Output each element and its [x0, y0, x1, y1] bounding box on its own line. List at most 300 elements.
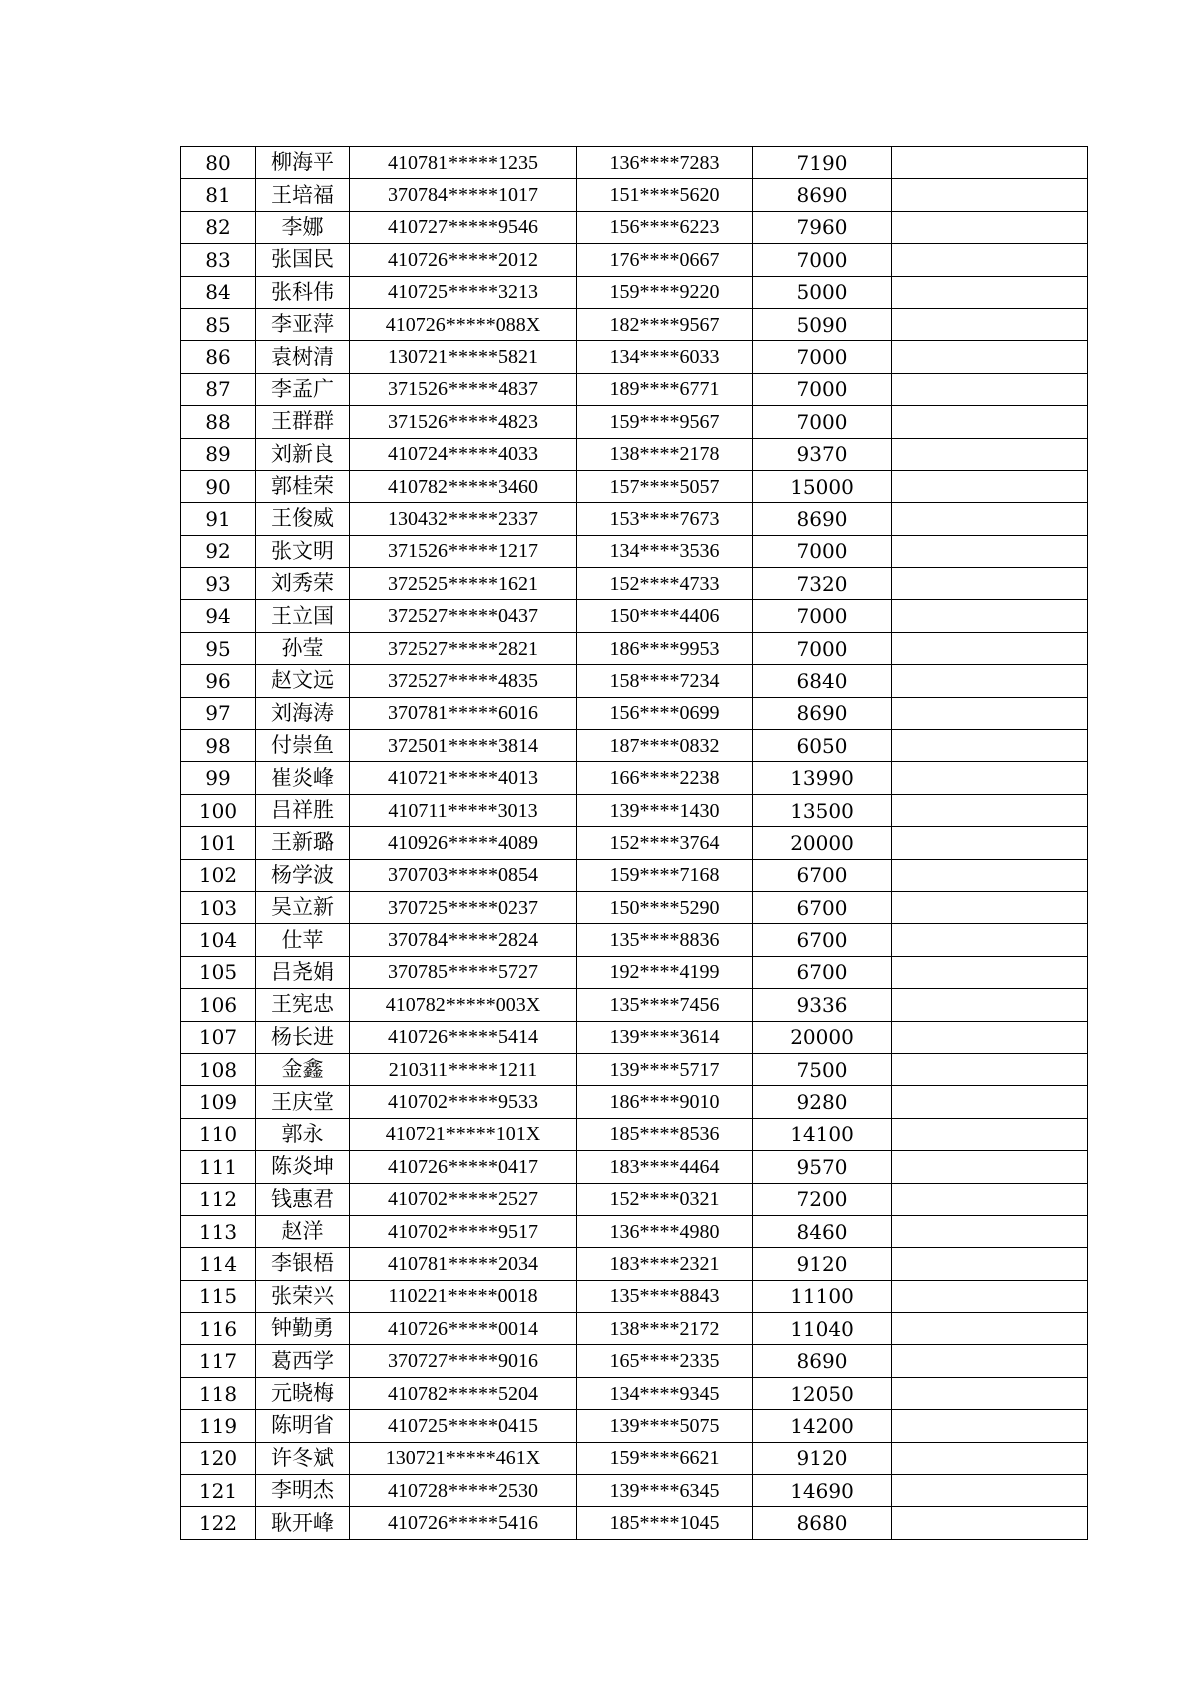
note-cell [892, 859, 1088, 891]
row-number-cell: 106 [181, 989, 256, 1021]
id-number-cell: 372527*****4835 [350, 665, 577, 697]
id-number-cell: 410782*****3460 [350, 470, 577, 502]
row-number-cell: 95 [181, 632, 256, 664]
note-cell [892, 1183, 1088, 1215]
id-number-cell: 410711*****3013 [350, 794, 577, 826]
phone-cell: 152****3764 [577, 827, 753, 859]
phone-cell: 135****8843 [577, 1280, 753, 1312]
phone-cell: 183****4464 [577, 1151, 753, 1183]
note-cell [892, 438, 1088, 470]
table-row [181, 600, 1088, 632]
name-cell: 李亚萍 [256, 308, 350, 340]
phone-cell: 185****8536 [577, 1118, 753, 1150]
table-row [181, 794, 1088, 826]
table-row [181, 535, 1088, 567]
phone-cell: 150****4406 [577, 600, 753, 632]
id-number-cell: 410781*****2034 [350, 1248, 577, 1280]
row-number-cell: 122 [181, 1507, 256, 1539]
amount-cell: 7000 [753, 535, 892, 567]
id-number-cell: 370727*****9016 [350, 1345, 577, 1377]
name-cell: 崔炎峰 [256, 762, 350, 794]
note-cell [892, 1410, 1088, 1442]
note-cell [892, 1377, 1088, 1409]
note-cell [892, 341, 1088, 373]
amount-cell: 6700 [753, 956, 892, 988]
id-number-cell: 371526*****4823 [350, 406, 577, 438]
amount-cell: 6050 [753, 730, 892, 762]
name-cell: 郭永 [256, 1118, 350, 1150]
name-cell: 吕尧娟 [256, 956, 350, 988]
amount-cell: 14200 [753, 1410, 892, 1442]
name-cell: 王群群 [256, 406, 350, 438]
amount-cell: 15000 [753, 470, 892, 502]
row-number-cell: 94 [181, 600, 256, 632]
phone-cell: 166****2238 [577, 762, 753, 794]
note-cell [892, 470, 1088, 502]
id-number-cell: 130721*****5821 [350, 341, 577, 373]
note-cell [892, 665, 1088, 697]
id-number-cell: 410726*****5416 [350, 1507, 577, 1539]
id-number-cell: 372501*****3814 [350, 730, 577, 762]
name-cell: 吕祥胜 [256, 794, 350, 826]
table-row [181, 665, 1088, 697]
row-number-cell: 116 [181, 1313, 256, 1345]
name-cell: 杨学波 [256, 859, 350, 891]
amount-cell: 6840 [753, 665, 892, 697]
phone-cell: 186****9010 [577, 1086, 753, 1118]
table-row [181, 1345, 1088, 1377]
id-number-cell: 410782*****5204 [350, 1377, 577, 1409]
note-cell [892, 373, 1088, 405]
amount-cell: 7200 [753, 1183, 892, 1215]
table-row [181, 827, 1088, 859]
id-number-cell: 410726*****5414 [350, 1021, 577, 1053]
row-number-cell: 83 [181, 244, 256, 276]
id-number-cell: 370784*****1017 [350, 179, 577, 211]
table-row [181, 341, 1088, 373]
phone-cell: 134****3536 [577, 535, 753, 567]
phone-cell: 134****9345 [577, 1377, 753, 1409]
note-cell [892, 794, 1088, 826]
phone-cell: 152****4733 [577, 568, 753, 600]
table-row [181, 470, 1088, 502]
amount-cell: 7000 [753, 632, 892, 664]
row-number-cell: 120 [181, 1442, 256, 1474]
table-row [181, 1183, 1088, 1215]
table-row [181, 1248, 1088, 1280]
table-row [181, 956, 1088, 988]
amount-cell: 9336 [753, 989, 892, 1021]
note-cell [892, 632, 1088, 664]
row-number-cell: 82 [181, 211, 256, 243]
phone-cell: 156****0699 [577, 697, 753, 729]
note-cell [892, 1475, 1088, 1507]
amount-cell: 7000 [753, 600, 892, 632]
phone-cell: 136****7283 [577, 147, 753, 179]
row-number-cell: 105 [181, 956, 256, 988]
id-number-cell: 371526*****4837 [350, 373, 577, 405]
amount-cell: 8690 [753, 503, 892, 535]
name-cell: 王培福 [256, 179, 350, 211]
table-row [181, 989, 1088, 1021]
row-number-cell: 114 [181, 1248, 256, 1280]
row-number-cell: 107 [181, 1021, 256, 1053]
phone-cell: 139****5717 [577, 1053, 753, 1085]
row-number-cell: 97 [181, 697, 256, 729]
amount-cell: 8690 [753, 697, 892, 729]
id-number-cell: 410725*****0415 [350, 1410, 577, 1442]
id-number-cell: 410726*****0417 [350, 1151, 577, 1183]
table-row [181, 1215, 1088, 1247]
name-cell: 李银梧 [256, 1248, 350, 1280]
name-cell: 钱惠君 [256, 1183, 350, 1215]
phone-cell: 136****4980 [577, 1215, 753, 1247]
phone-cell: 156****6223 [577, 211, 753, 243]
name-cell: 王俊威 [256, 503, 350, 535]
note-cell [892, 1215, 1088, 1247]
id-number-cell: 370703*****0854 [350, 859, 577, 891]
row-number-cell: 99 [181, 762, 256, 794]
table-row [181, 1086, 1088, 1118]
id-number-cell: 410721*****101X [350, 1118, 577, 1150]
name-cell: 吴立新 [256, 891, 350, 923]
note-cell [892, 956, 1088, 988]
name-cell: 李明杰 [256, 1475, 350, 1507]
name-cell: 张文明 [256, 535, 350, 567]
phone-cell: 139****6345 [577, 1475, 753, 1507]
amount-cell: 8690 [753, 179, 892, 211]
name-cell: 袁树清 [256, 341, 350, 373]
roster-table-body [181, 147, 1088, 1540]
row-number-cell: 113 [181, 1215, 256, 1247]
phone-cell: 176****0667 [577, 244, 753, 276]
amount-cell: 9370 [753, 438, 892, 470]
table-row [181, 891, 1088, 923]
table-row [181, 179, 1088, 211]
amount-cell: 7000 [753, 341, 892, 373]
row-number-cell: 115 [181, 1280, 256, 1312]
amount-cell: 8690 [753, 1345, 892, 1377]
table-row [181, 1021, 1088, 1053]
name-cell: 张荣兴 [256, 1280, 350, 1312]
amount-cell: 7000 [753, 244, 892, 276]
note-cell [892, 827, 1088, 859]
id-number-cell: 370785*****5727 [350, 956, 577, 988]
note-cell [892, 1248, 1088, 1280]
table-row [181, 1280, 1088, 1312]
note-cell [892, 1507, 1088, 1539]
amount-cell: 7320 [753, 568, 892, 600]
table-row [181, 1053, 1088, 1085]
name-cell: 赵文远 [256, 665, 350, 697]
note-cell [892, 244, 1088, 276]
amount-cell: 9120 [753, 1442, 892, 1474]
roster-table [180, 146, 1088, 1540]
table-row [181, 762, 1088, 794]
note-cell [892, 211, 1088, 243]
note-cell [892, 730, 1088, 762]
table-row [181, 244, 1088, 276]
name-cell: 李娜 [256, 211, 350, 243]
name-cell: 孙莹 [256, 632, 350, 664]
note-cell [892, 1313, 1088, 1345]
row-number-cell: 91 [181, 503, 256, 535]
row-number-cell: 100 [181, 794, 256, 826]
id-number-cell: 410726*****0014 [350, 1313, 577, 1345]
row-number-cell: 84 [181, 276, 256, 308]
table-row [181, 1377, 1088, 1409]
phone-cell: 189****6771 [577, 373, 753, 405]
amount-cell: 6700 [753, 859, 892, 891]
note-cell [892, 276, 1088, 308]
name-cell: 葛西学 [256, 1345, 350, 1377]
row-number-cell: 86 [181, 341, 256, 373]
amount-cell: 14100 [753, 1118, 892, 1150]
note-cell [892, 1021, 1088, 1053]
row-number-cell: 98 [181, 730, 256, 762]
id-number-cell: 410726*****088X [350, 308, 577, 340]
id-number-cell: 410727*****9546 [350, 211, 577, 243]
amount-cell: 8460 [753, 1215, 892, 1247]
note-cell [892, 1345, 1088, 1377]
phone-cell: 158****7234 [577, 665, 753, 697]
id-number-cell: 410725*****3213 [350, 276, 577, 308]
table-row [181, 730, 1088, 762]
row-number-cell: 90 [181, 470, 256, 502]
note-cell [892, 891, 1088, 923]
note-cell [892, 406, 1088, 438]
name-cell: 李孟广 [256, 373, 350, 405]
amount-cell: 7190 [753, 147, 892, 179]
row-number-cell: 81 [181, 179, 256, 211]
table-row [181, 924, 1088, 956]
row-number-cell: 110 [181, 1118, 256, 1150]
id-number-cell: 410702*****9533 [350, 1086, 577, 1118]
table-row [181, 276, 1088, 308]
row-number-cell: 80 [181, 147, 256, 179]
amount-cell: 12050 [753, 1377, 892, 1409]
name-cell: 仕苹 [256, 924, 350, 956]
id-number-cell: 372527*****0437 [350, 600, 577, 632]
note-cell [892, 989, 1088, 1021]
phone-cell: 157****5057 [577, 470, 753, 502]
id-number-cell: 410926*****4089 [350, 827, 577, 859]
id-number-cell: 130721*****461X [350, 1442, 577, 1474]
table-row [181, 1475, 1088, 1507]
note-cell [892, 1118, 1088, 1150]
note-cell [892, 147, 1088, 179]
table-row [181, 1507, 1088, 1539]
id-number-cell: 372525*****1621 [350, 568, 577, 600]
phone-cell: 151****5620 [577, 179, 753, 211]
phone-cell: 165****2335 [577, 1345, 753, 1377]
phone-cell: 159****9220 [577, 276, 753, 308]
phone-cell: 138****2178 [577, 438, 753, 470]
name-cell: 王立国 [256, 600, 350, 632]
phone-cell: 139****5075 [577, 1410, 753, 1442]
table-row [181, 1313, 1088, 1345]
amount-cell: 9120 [753, 1248, 892, 1280]
amount-cell: 5000 [753, 276, 892, 308]
phone-cell: 153****7673 [577, 503, 753, 535]
row-number-cell: 119 [181, 1410, 256, 1442]
phone-cell: 186****9953 [577, 632, 753, 664]
amount-cell: 20000 [753, 1021, 892, 1053]
table-row [181, 632, 1088, 664]
note-cell [892, 697, 1088, 729]
row-number-cell: 109 [181, 1086, 256, 1118]
table-row [181, 211, 1088, 243]
name-cell: 耿开峰 [256, 1507, 350, 1539]
id-number-cell: 410782*****003X [350, 989, 577, 1021]
amount-cell: 20000 [753, 827, 892, 859]
id-number-cell: 210311*****1211 [350, 1053, 577, 1085]
note-cell [892, 1442, 1088, 1474]
name-cell: 金鑫 [256, 1053, 350, 1085]
row-number-cell: 104 [181, 924, 256, 956]
row-number-cell: 102 [181, 859, 256, 891]
table-row [181, 147, 1088, 179]
amount-cell: 13990 [753, 762, 892, 794]
phone-cell: 139****1430 [577, 794, 753, 826]
note-cell [892, 568, 1088, 600]
name-cell: 付崇鱼 [256, 730, 350, 762]
phone-cell: 192****4199 [577, 956, 753, 988]
id-number-cell: 410702*****9517 [350, 1215, 577, 1247]
amount-cell: 9570 [753, 1151, 892, 1183]
name-cell: 刘新良 [256, 438, 350, 470]
id-number-cell: 371526*****1217 [350, 535, 577, 567]
id-number-cell: 410728*****2530 [350, 1475, 577, 1507]
amount-cell: 8680 [753, 1507, 892, 1539]
phone-cell: 138****2172 [577, 1313, 753, 1345]
note-cell [892, 503, 1088, 535]
phone-cell: 135****8836 [577, 924, 753, 956]
row-number-cell: 121 [181, 1475, 256, 1507]
table-row [181, 859, 1088, 891]
note-cell [892, 1280, 1088, 1312]
amount-cell: 7000 [753, 373, 892, 405]
name-cell: 赵洋 [256, 1215, 350, 1247]
id-number-cell: 130432*****2337 [350, 503, 577, 535]
id-number-cell: 410724*****4033 [350, 438, 577, 470]
name-cell: 许冬斌 [256, 1442, 350, 1474]
table-row [181, 1118, 1088, 1150]
note-cell [892, 1053, 1088, 1085]
table-row [181, 373, 1088, 405]
name-cell: 王庆堂 [256, 1086, 350, 1118]
name-cell: 郭桂荣 [256, 470, 350, 502]
phone-cell: 135****7456 [577, 989, 753, 1021]
row-number-cell: 87 [181, 373, 256, 405]
row-number-cell: 96 [181, 665, 256, 697]
name-cell: 陈炎坤 [256, 1151, 350, 1183]
table-row [181, 308, 1088, 340]
id-number-cell: 370725*****0237 [350, 891, 577, 923]
table-row [181, 438, 1088, 470]
note-cell [892, 1086, 1088, 1118]
amount-cell: 7000 [753, 406, 892, 438]
id-number-cell: 370781*****6016 [350, 697, 577, 729]
table-row [181, 568, 1088, 600]
name-cell: 王新璐 [256, 827, 350, 859]
row-number-cell: 88 [181, 406, 256, 438]
note-cell [892, 308, 1088, 340]
row-number-cell: 117 [181, 1345, 256, 1377]
phone-cell: 139****3614 [577, 1021, 753, 1053]
table-row [181, 1151, 1088, 1183]
row-number-cell: 112 [181, 1183, 256, 1215]
note-cell [892, 600, 1088, 632]
name-cell: 钟勤勇 [256, 1313, 350, 1345]
row-number-cell: 118 [181, 1377, 256, 1409]
id-number-cell: 410781*****1235 [350, 147, 577, 179]
amount-cell: 6700 [753, 924, 892, 956]
name-cell: 杨长进 [256, 1021, 350, 1053]
id-number-cell: 410726*****2012 [350, 244, 577, 276]
row-number-cell: 89 [181, 438, 256, 470]
phone-cell: 183****2321 [577, 1248, 753, 1280]
row-number-cell: 103 [181, 891, 256, 923]
phone-cell: 182****9567 [577, 308, 753, 340]
id-number-cell: 110221*****0018 [350, 1280, 577, 1312]
name-cell: 王宪忠 [256, 989, 350, 1021]
phone-cell: 159****6621 [577, 1442, 753, 1474]
note-cell [892, 924, 1088, 956]
phone-cell: 159****9567 [577, 406, 753, 438]
phone-cell: 159****7168 [577, 859, 753, 891]
id-number-cell: 370784*****2824 [350, 924, 577, 956]
name-cell: 元晓梅 [256, 1377, 350, 1409]
name-cell: 陈明省 [256, 1410, 350, 1442]
phone-cell: 150****5290 [577, 891, 753, 923]
name-cell: 张国民 [256, 244, 350, 276]
note-cell [892, 1151, 1088, 1183]
name-cell: 柳海平 [256, 147, 350, 179]
name-cell: 刘海涛 [256, 697, 350, 729]
row-number-cell: 111 [181, 1151, 256, 1183]
phone-cell: 152****0321 [577, 1183, 753, 1215]
id-number-cell: 410721*****4013 [350, 762, 577, 794]
amount-cell: 5090 [753, 308, 892, 340]
name-cell: 张科伟 [256, 276, 350, 308]
amount-cell: 6700 [753, 891, 892, 923]
id-number-cell: 410702*****2527 [350, 1183, 577, 1215]
amount-cell: 7500 [753, 1053, 892, 1085]
note-cell [892, 535, 1088, 567]
amount-cell: 13500 [753, 794, 892, 826]
phone-cell: 187****0832 [577, 730, 753, 762]
row-number-cell: 101 [181, 827, 256, 859]
amount-cell: 11100 [753, 1280, 892, 1312]
note-cell [892, 762, 1088, 794]
phone-cell: 134****6033 [577, 341, 753, 373]
table-row [181, 697, 1088, 729]
id-number-cell: 372527*****2821 [350, 632, 577, 664]
row-number-cell: 85 [181, 308, 256, 340]
row-number-cell: 108 [181, 1053, 256, 1085]
row-number-cell: 92 [181, 535, 256, 567]
table-row [181, 406, 1088, 438]
amount-cell: 14690 [753, 1475, 892, 1507]
table-row [181, 1410, 1088, 1442]
amount-cell: 7960 [753, 211, 892, 243]
amount-cell: 11040 [753, 1313, 892, 1345]
amount-cell: 9280 [753, 1086, 892, 1118]
row-number-cell: 93 [181, 568, 256, 600]
name-cell: 刘秀荣 [256, 568, 350, 600]
note-cell [892, 179, 1088, 211]
